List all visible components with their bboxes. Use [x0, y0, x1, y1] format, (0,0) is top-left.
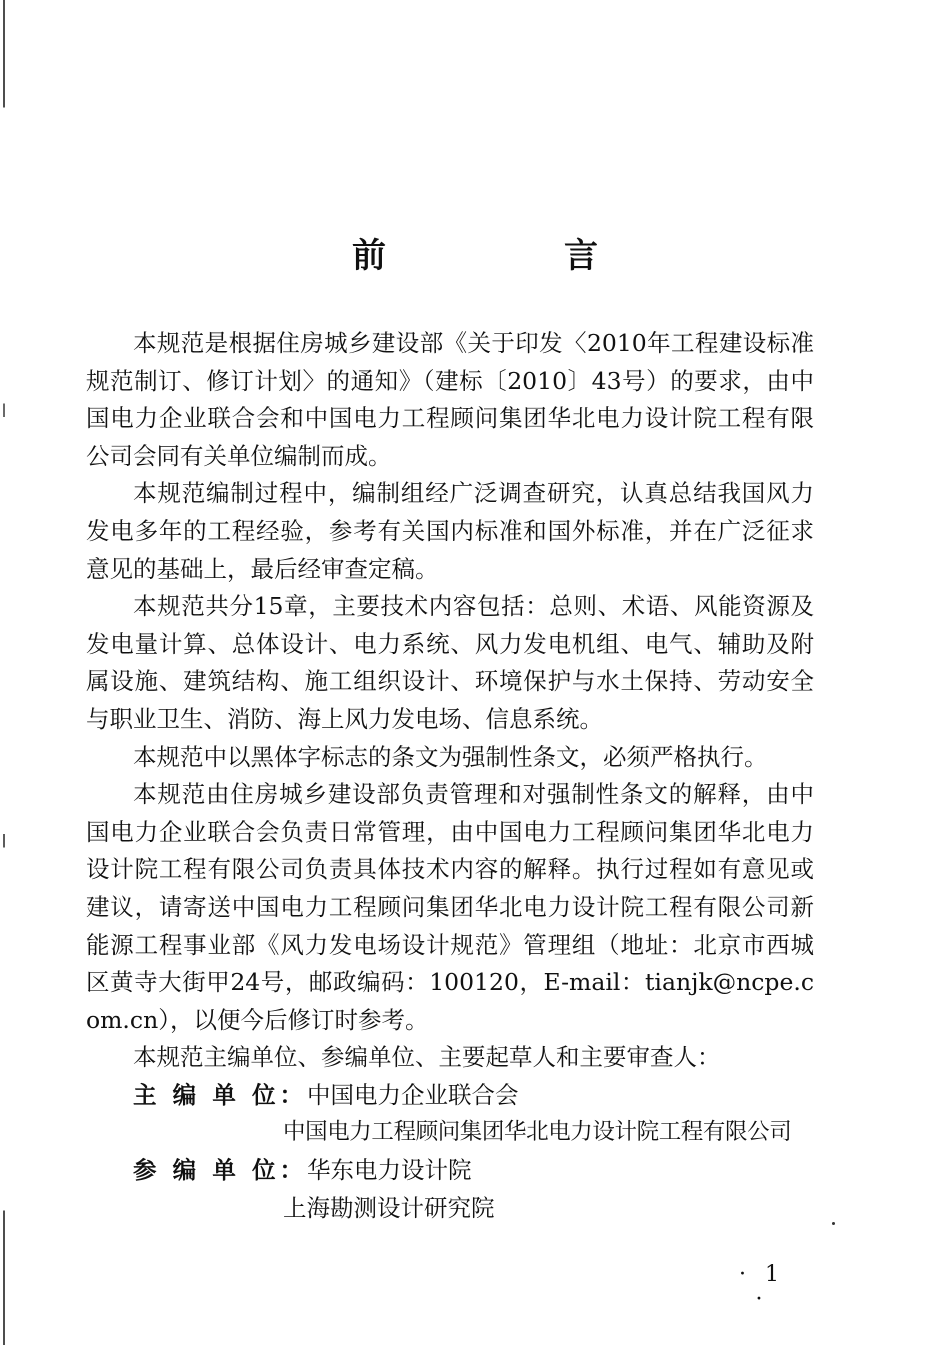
chief-unit-line — [86, 1077, 814, 1115]
participating-unit-line — [86, 1152, 814, 1190]
chief-unit-name: 中国电力企业联合会 — [307, 1080, 519, 1109]
paragraph-contents: 本规范共分15章，主要技术内容包括：总则、术语、风能资源及发电量计算、总体设计、电力系统、风力发电机组、电气、辅助及附属设施、建筑结构、施工组织设计、环境保护与水土保持、劳动安全与职业卫生、消防、海上风力发电场、信息系统。 — [86, 592, 814, 733]
chief-unit-label: 主 编 单 位： — [133, 1080, 308, 1109]
participating-unit-name: 上海勘测设计研究院 — [283, 1193, 495, 1222]
paragraph-process: 本规范编制过程中，编制组经广泛调查研究，认真总结我国风力发电多年的工程经验，参考有关国内标准和国外标准，并在广泛征求意见的基础上，最后经审查定稿。 — [86, 479, 814, 583]
paragraph-mandatory: 本规范中以黑体字标志的条文为强制性条文，必须严格执行。 — [133, 742, 768, 771]
chief-unit-name: 中国电力工程顾问集团华北电力设计院工程有限公司 — [283, 1119, 792, 1146]
paragraph-management: 本规范由住房城乡建设部负责管理和对强制性条文的解释，由中国电力企业联合会负责日常管理，由中国电力工程顾问集团华北电力设计院工程有限公司负责具体技术内容的解释。执行过程如有意见或建议，请寄送中国电力工程顾问集团华北电力设计院工程有限公司新能源工程事业部《风力发电场设计规范》管理组（地址：北京市西城区黄寺大街甲24号，邮政编码：100120，E-mail：tianjk@ncpe.com.cn），以便今后修订时参考。 — [86, 780, 814, 1034]
scan-speck — [832, 1222, 835, 1225]
participating-unit-label: 参 编 单 位： — [133, 1156, 308, 1185]
scan-edge-artifact — [3, 0, 5, 1345]
page-number: · 1 · — [739, 1262, 785, 1312]
paragraph-origin: 本规范是根据住房城乡建设部《关于印发〈2010年工程建设标准规范制订、修订计划〉的通知》（建标〔2010〕43号）的要求，由中国电力企业联合会和中国电力工程顾问集团华北电力设计院工程有限公司会同有关单位编制而成。 — [86, 329, 814, 470]
page-title: 前 言 — [352, 235, 670, 276]
preface-body — [86, 325, 814, 1227]
paragraph-units-intro: 本规范主编单位、参编单位、主要起草人和主要审查人： — [133, 1043, 721, 1072]
participating-unit-name: 华东电力设计院 — [307, 1156, 472, 1185]
